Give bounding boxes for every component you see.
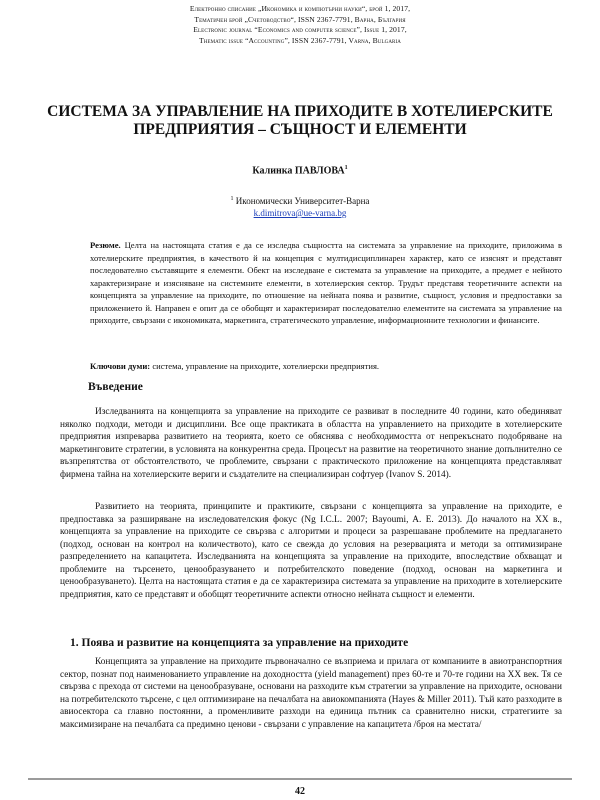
header-line-1: Електронно списание „Икономика и компютърни науки“, брой 1, 2017, [189, 4, 411, 13]
introduction-paragraph-2 [60, 501, 562, 601]
keywords [90, 361, 562, 371]
abstract-label: Резюме. [90, 240, 121, 250]
author-email-link[interactable]: k.dimitrova@ue-varna.bg [253, 208, 347, 218]
abstract [90, 239, 562, 327]
header-line-3: Electronic journal “Economics and computer science”, Issue 1, 2017, [193, 25, 407, 34]
introduction-heading: Въведение [88, 381, 143, 393]
affiliation-name: Икономически Университет-Варна [235, 196, 370, 206]
header-line-4: Thematic issue “Accounting”, ISSN 2367-7791, Varna, Bulgaria [199, 35, 401, 45]
author-superscript: 1 [344, 165, 348, 171]
keywords-text: система, управление на приходите, хотелиерски предприятия. [152, 361, 380, 371]
abstract-text: Целта на настоящата статия е да се изследва същността на системата за управление на приходите, приложима в хотелиерските предприятия, в качеството й на концепция с мултидисциплинарен характер, като се изяснят и представят последователно съставящите я елементи. Обект на изследване е системата за управление на приходите, а предмет е нейното характеризиране и изясняване на системните елементи, в хотелиерския сектор. Трудът представя теоретичните аспекти на концепцията за управление на приходите, по отношение на нейната поява и развитие, същност, условия и предпоставки за приложението й. Направен е опит да се обобщят и характеризират последователно елементите на системата за управление на приходите, свързани с икономиката, маркетинга, стратегическото управление, информационните технологии и финансите. [90, 240, 563, 325]
footer-divider [28, 778, 572, 780]
author-name: Калинка ПАВЛОВА [252, 165, 345, 177]
paper-title: СИСТЕМА ЗА УПРАВЛЕНИЕ НА ПРИХОДИТЕ В ХОТЕЛИЕРСКИТЕ ПРЕДПРИЯТИЯ – СЪЩНОСТ И ЕЛЕМЕНТИ [47, 103, 553, 138]
introduction-paragraph-1 [60, 406, 562, 481]
affiliation-superscript: 1 [230, 196, 234, 202]
author-line [0, 165, 600, 176]
affiliation-block [0, 193, 600, 219]
introduction-paragraph-2-text: Развитието на теорията, принципите и практиките, свързани с концепцията за управление на приходите, е предпоставка за разширяване на изследователския фокус (Ng I.C.L. 2007; Bayoumi, A. E. 2013). До началото на XX в., концепцията за управление на приходите се свързва с алгоритми и процеси за разрешаване проблемите на предлагането (подход, основан на контрол на количеството), като се свежда до условия на резервацията и методи за оптимизиране разпределението на капацитета. Изследванията на концепцията за управление на приходите, впоследствие обхващат и проблемите на търсенето, ценообразуването и потребителското поведение (подход, основан на маркетинга и ценообразуването). Целта на настоящата статия е да се характеризира системата за управление на приходите в хотелиерските предприятия, като се представят и обобщят теоретичните аспекти относно нейната същност и елементи. [60, 502, 562, 600]
section-1-paragraph-1-text: Концепцията за управление на приходите първоначално се възприема и прилага от компаниите в авиотранспортния сектор, познат под наименованието управление на доходността (yield management) през 60-те и 70-те години на XX век. Тя се свързва с прехода от системи на ценообразуване, основани на разходите към стратегии за управление на приходите, основани на потребителското търсене, с цел оптимизиране на печалбата на авиокомпанията (Hayes & Miller 2011). Тъй като разходите в авиосектора са главно постоянни, а променливите разходи на единица пътник са сравнително ниски, стратегиите за максимизиране на печалбата са предимно ценови - свързани с управление на капацитета /броя на местата/ [60, 657, 562, 730]
keywords-label: Ключови думи: [90, 361, 151, 371]
section-1-heading: 1. Поява и развитие на концепцията за управление на приходите [70, 637, 409, 649]
introduction-paragraph-1-text: Изследванията на концепцията за управление на приходите се развиват в последните 40 години, като обединяват няколко подходи, методи и дисциплини. Все още практиката в областта на управлението на приходите в хотелиерските предприятия изпреварва развитието на теорията, което се обяснява с необходимостта от непрекъснато подобряване на маркетинговите стратегии, в условията на конкурентна среда. Процесът на развитие на теоретичното знание допълнително се възпрепятства от обстоятелството, че проблемите, свързани с практическото приложение на концепцията представляват фирмена тайна на хотелиерските вериги и създателите на специализиран софтуер (Ivanov S. 2014). [60, 407, 562, 480]
header-line-2: Тематичен брой „Счетоводство“, ISSN 2367-7791, Варна, България [194, 14, 406, 24]
section-1-paragraph-1 [60, 656, 562, 731]
page-number: 42 [295, 786, 305, 797]
